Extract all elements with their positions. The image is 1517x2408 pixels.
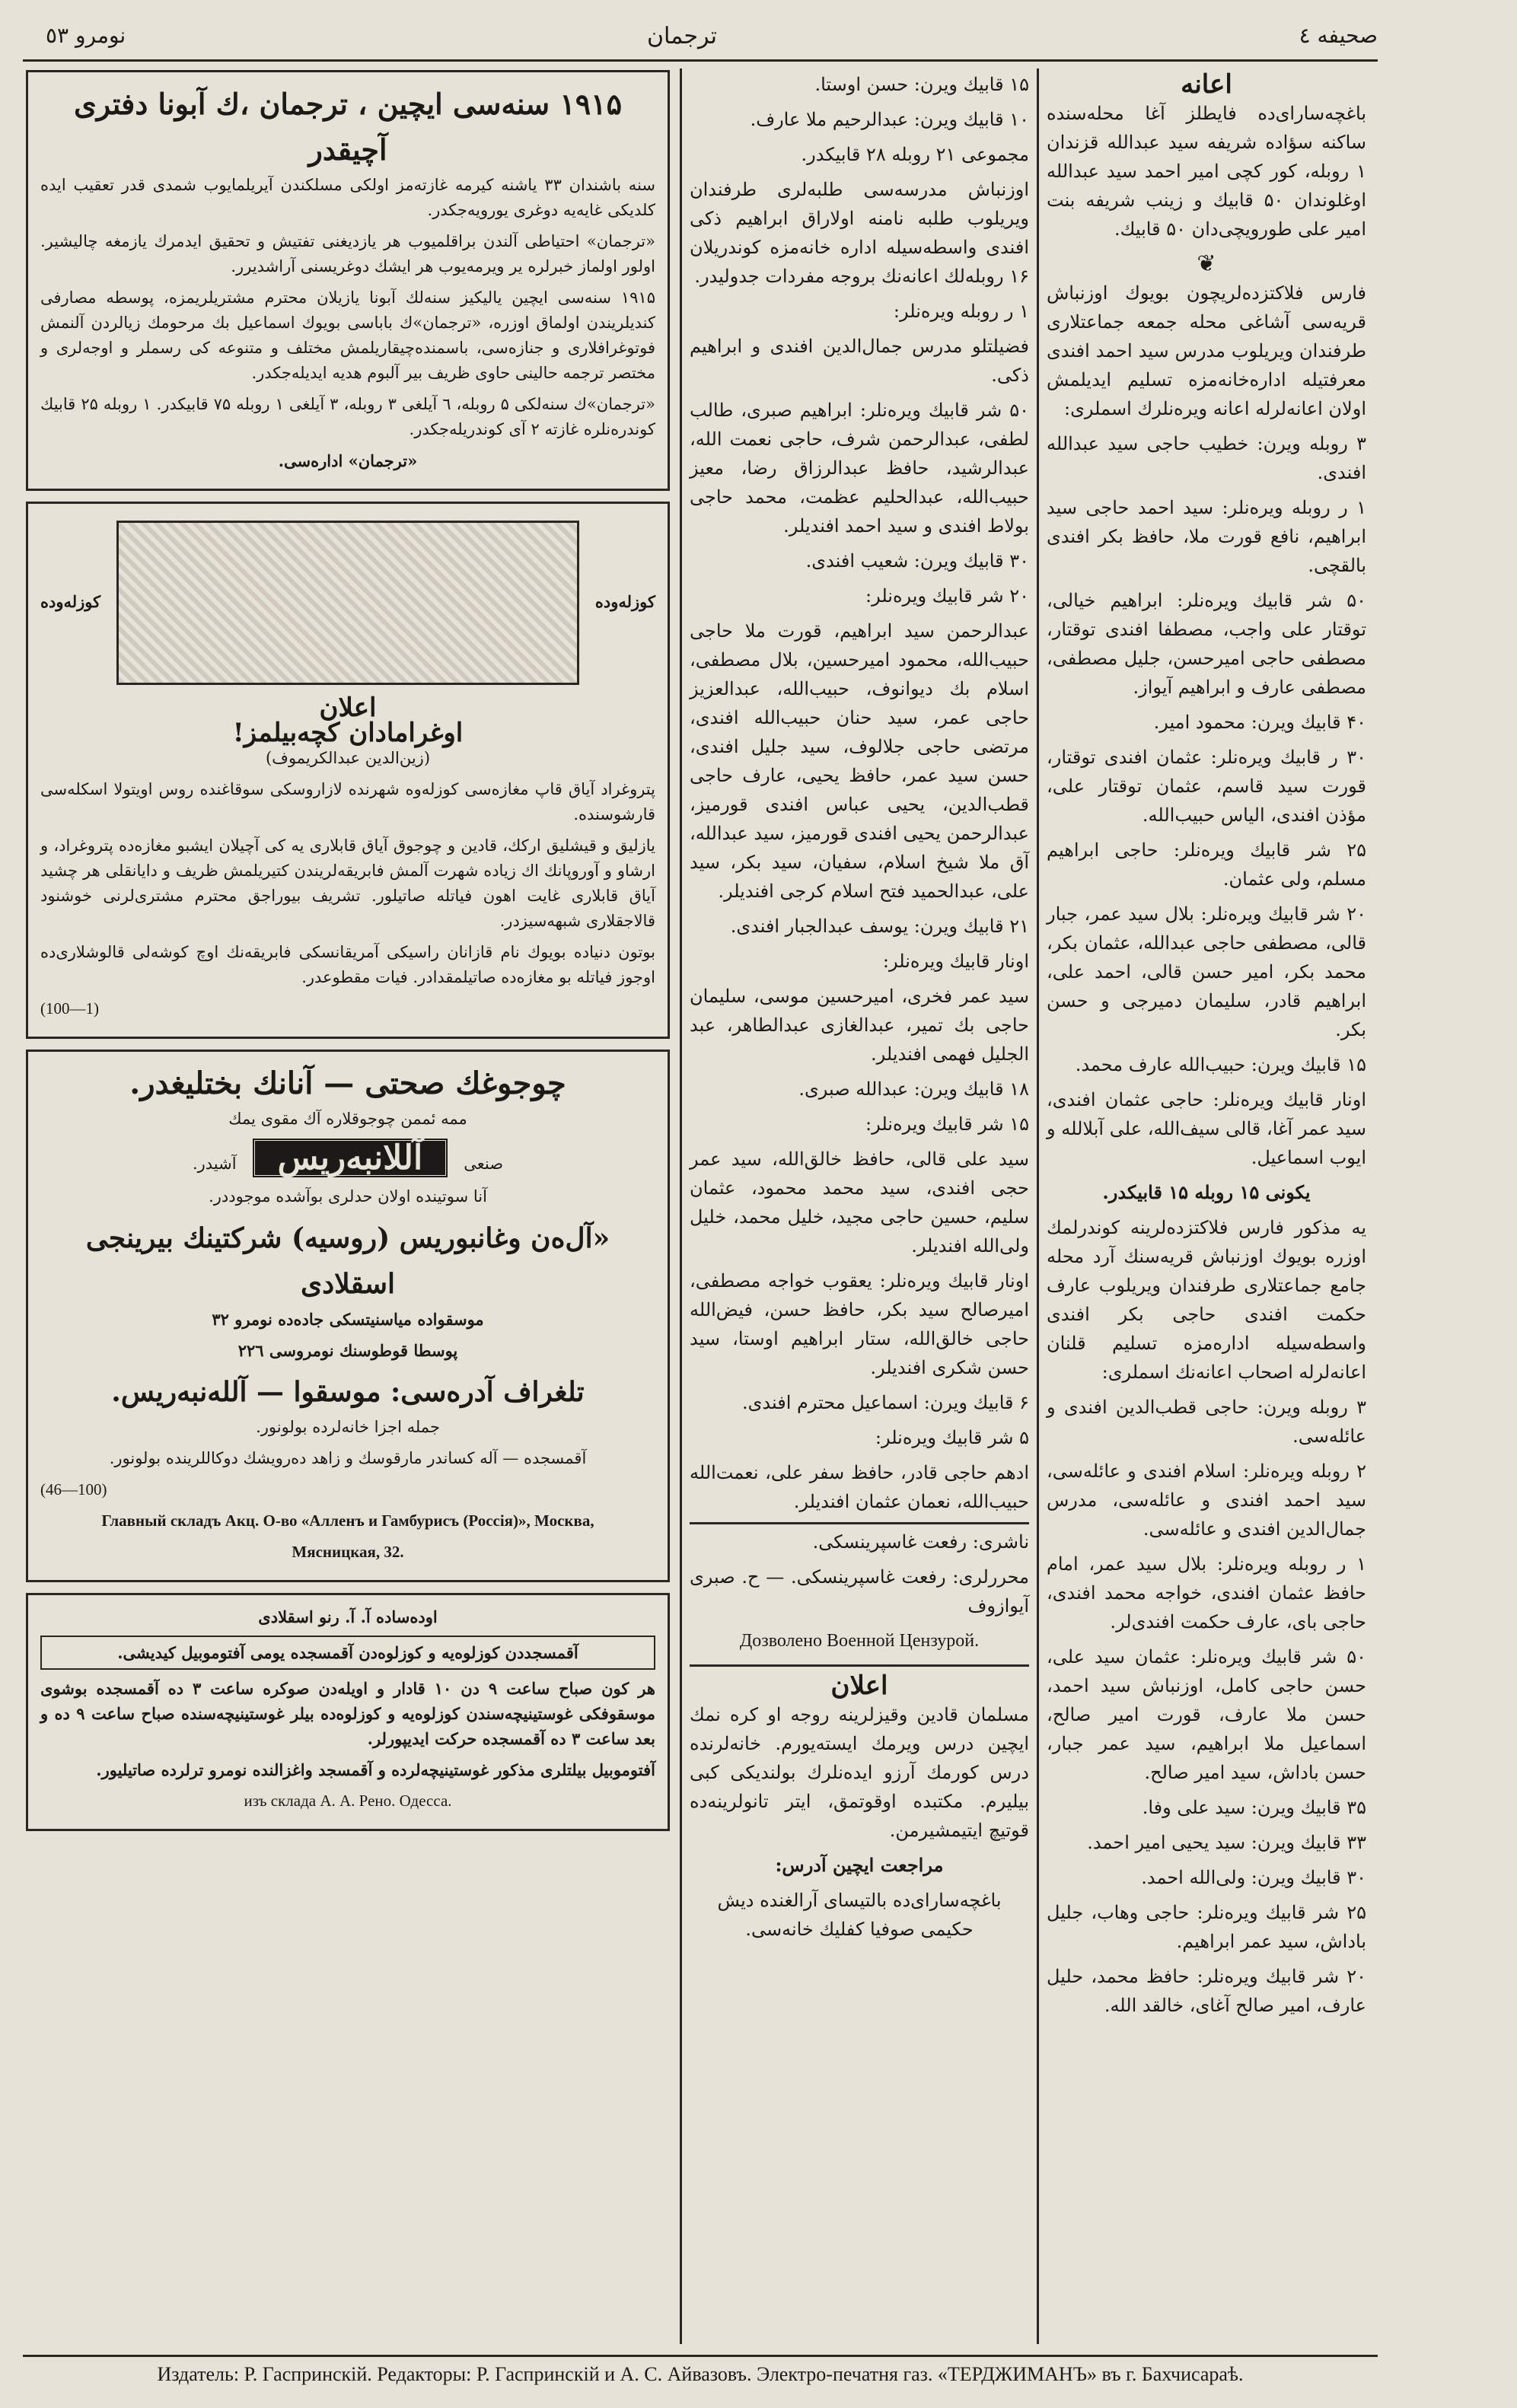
donation-line: ۵۰ شر قابیك ویره‌نلر: ابراهیم خیالی، توقتار علی واجب، مصطفا افندی توقتار، مصطفی حاجی امیرحسن، جلیل مصطفی، مصطفی عارف و ابراهیم آیواز. <box>1047 590 1366 698</box>
donation-line: ۳۰ قابیك ویرن: ولی‌الله احمد. <box>1141 1867 1366 1888</box>
donation-line: ۱۸ قابیك ویرن: عبدالله صبری. <box>798 1078 1029 1100</box>
donation-line: ۲۱ قابیك ویرن: یوسف عبدالجبار افندی. <box>730 916 1029 937</box>
donation-line: ۱۵ شر قابیك ویره‌نلر: <box>865 1113 1029 1135</box>
subscription-notice <box>26 70 670 491</box>
donation-line: عبدالرحمن سید ابراهیم، قورت ملا حاجی حبیب‌الله، محمود امیرحسین، بلال مصطفی، اسلام بك دیوانوف، حبیب‌الله، عبدالعزیز حاجی عمر، سید حنان حبیب‌الله افندی، مرتضی حاجی جلالوف، سید جلیل افندی، حسن سید عمر، حافظ یحیی، عارف حاجی قطب‌الدین، یحیی عباس افندی قورمیز، عبدالرحمن یحیی افندی قورمیز، سید عبدالله، آق ملا شیخ اسلام، سفیان، سید بکر، سید علی، عبدالحمید فتح اسلام کرجی افندیلر. <box>690 620 1029 902</box>
editor-1: رفعت غاسپرینسکی. <box>791 1566 946 1588</box>
donation-line: ۲۵ شر قابیك ویره‌نلر: حاجی ابراهیم مسلم، ولی عثمان. <box>1047 839 1366 890</box>
donation-line: ۲ روبله ویره‌نلر: اسلام افندی و عائله‌سی، سید احمد افندی و عائله‌سی، مدرس جمال‌الدین افندی و عائله‌سی. <box>1047 1460 1366 1540</box>
allenbury-sub: ممه ئممن چوجوقلاره آك مقوی یمك <box>228 1110 467 1128</box>
censor-note: Дозволено Военной Цензурой. <box>739 1631 980 1651</box>
allenbury-note-1: جمله اجزا خانه‌لرده بولونور. <box>256 1418 440 1436</box>
allenbury-address-2: پوسطا قوطوسنك نومروسی ۲۲٦ <box>237 1341 458 1360</box>
subscription-headline: ۱۹۱۵ سنه‌سی ایچین ، ترجمان ،‌ك آبونا دفتری آچیقدر <box>73 87 622 167</box>
shoe-ad-merchant: (زین‌الدین عبدالکریموف) <box>265 749 431 767</box>
allenbury-brand-row <box>40 1138 655 1178</box>
right-column <box>1047 70 1366 2026</box>
paragraph: «ترجمان»‌ك سنه‌لکی ۵ روبله، ٦ آیلغی ۳ روبله، ۳ آیلغی ۱ روبله ۷۵ قابیکدر. ۱ روبله ۲۵ قابیك کوندره‌نلره غازته ۲ آی کوندریله‌جکدر. <box>40 395 656 438</box>
subscription-body <box>40 173 655 442</box>
paragraph: پتروغراد آیاق قاپ مغازه‌سی کوزله‌وه شهرنده لازاروسکی سوقاغنده روس اویتولا اسکله‌سی قارشوسنده. <box>40 780 655 823</box>
donation-line: ۲۵ شر قابیك ویره‌نلر: حاجی وهاب، جلیل باداش، سید عمر ابراهیم. <box>1047 1902 1366 1952</box>
students-donations <box>690 175 1029 1516</box>
donation-line: ۱ ر روبله ویره‌نلر: بلال سید عمر، امام حافظ عثمان افندی، خواجه محمد افندی، حاجی بای، عارف حکمت افندی‌لر. <box>1047 1553 1366 1632</box>
shoe-store-ad <box>26 502 670 1039</box>
publisher-label: ناشری: <box>972 1531 1029 1553</box>
banner-city-left: کوزله‌وده <box>40 592 101 611</box>
middle-column <box>690 70 1029 1950</box>
brand-side-right: صنعی <box>464 1155 504 1173</box>
lesson-ad-address: باغچه‌سارای‌ده بالتیسای آرالغنده دیش حکیمی صوفیا کفلیك خانه‌سی. <box>717 1890 1002 1940</box>
ornament: ❦ <box>1197 250 1216 277</box>
column-rule <box>680 68 682 2344</box>
paragraph: سنه باشندان ۳۳ یاشنه کیرمه غازته‌مز اولکی مسلکندن آیریلمایوب شمدی قدر تعقیب ایده کلدیکی غایه‌یه دوغری یورویه‌جکدر. <box>40 176 655 219</box>
allenbury-russian-2: Мясницкая, 32. <box>292 1543 404 1561</box>
donation-line: ادهم حاجی قادر، حافظ سفر علی، نعمت‌الله حبیب‌الله، نعمان عثمان افندیلر. <box>690 1462 1029 1512</box>
donation-line: اونار قابیك ویره‌نلر: یعقوب خواجه مصطفی، امیرصالح سید بکر، حافظ حسن، فیض‌الله حاجی خالق‌الله، ستار ابراهیم اوستا، سید حسن شکری افندیلر. <box>690 1270 1029 1378</box>
donation-line: ۱۵ قابیك ویرن: حسن اوستا. <box>814 74 1029 95</box>
donations-section-2 <box>1047 279 1366 1172</box>
donations-total: یکونی ۱۵ روبله ۱۵ قابیکدر. <box>1102 1181 1311 1203</box>
auto-ad-russian: изъ склада А. А. Рено. Одесса. <box>244 1792 452 1810</box>
donation-line: سید عمر فخری، امیرحسین موسی، سلیمان حاجی بك تمیر، عبدالغازی عبدالطاهر، عبد الجلیل فهمی افندیلر. <box>690 986 1029 1065</box>
editor-2: ح. صبری آیوازوف <box>690 1566 1029 1616</box>
donation-line: ۱ ر روبله ویره‌نلر: سید احمد حاجی سید ابراهیم، نافع قورت ملا، حافظ بکر افندی بالقچی. <box>1047 497 1366 576</box>
paragraph: باغچه‌سارای‌ده فایطلز آغا محله‌سنده ساکنه سؤاده شریفه سید عبدالله قزندان ۱ روبله، کور کچی امیر احمد سید عبدالله اوغلوندان ۵۰ قابیك و زینب شریفه بنت امیر علی طورویچی‌دان ۵۰ قابیك. <box>1047 103 1366 240</box>
paragraph: بوتون دنیاده بویوك نام قازانان راسیکی آمریقانسکی فابریقه‌نك اوچ کوشه‌لی قالوشلاری‌ده اوجوز فیاتله بو مغازه‌ده صاتیلمقدادر. فیات مقطوعدر. <box>40 943 655 986</box>
imprint-footer: Издатель: Р. Гаспринскій. Редакторы: Р. Гаспринскій и А. С. Айвазовъ. Электро-печатня газ. «ТЕРДЖИМАНЪ» въ г. Бахчисараѣ. <box>23 2355 1378 2386</box>
allenbury-russian-1: Главный складъ Акц. О-во «Алленъ и Гамбурисъ (Россія)», Москва, <box>101 1511 594 1530</box>
banner-city-right: کوزله‌وده <box>594 592 655 611</box>
shoe-ad-body <box>40 777 655 990</box>
donation-line: ۱۵ قابیك ویرن: حبیب‌الله عارف محمد. <box>1075 1054 1366 1075</box>
donation-line: مجموعی ۲۱ روبله ۲۸ قابیکدر. <box>801 144 1029 165</box>
donations-continued <box>690 70 1029 169</box>
page-label: صحیفه ٤ <box>1299 23 1378 48</box>
paragraph: یازلیق و قیشلیق ارکك، قادین و چوجوق آیاق قابلاری یه کی آچیلان ایشبو مغازه‌ده پتروغراد، و ارشاو و آوروپانك اك زیاده شهرت آلمش فابریقه‌لریندن کتیریلمش ظریف و دایانقلی هر چشید آیاق قابلاری غایت اهون فیاتله صاتیلور. تشریف بیوراجق محترم مشتری‌لرنی خوشنود قالاجقلاری شبهه‌سیزدر. <box>40 836 655 930</box>
donation-line: ۱ ر روبله ویره‌نلر: <box>893 301 1029 322</box>
donation-line: ۱۰ قابیك ویرن: عبدالرحیم ملا عارف. <box>750 109 1029 130</box>
auto-ad-line-3: آفتوموبیل بیلتلری مذکور غوستینیچه‌لرده و آقمسجد واغزالنده نومرو ترلرده صاتیلیور. <box>96 1760 655 1779</box>
allenbury-address-1: موسقواده میاسنیتسکی جاده‌ده نومرو ۳۲ <box>212 1310 484 1329</box>
donation-line: یه مذکور فارس فلاکتزده‌لرینه کوندرلمك اوزره بویوك اوزنباش قریه‌سنك آرد محله جامع جماعتلاری طرفندان ویریلوب عارف حکمت افندی حاجی بکر افندی واسطه‌سیله اداره‌مزه تسلیم قلنان اعانه‌لرله اصحاب اعانه‌نك اسملری: <box>1047 1217 1366 1383</box>
donation-line: ۲۰ شر قابیك ویره‌نلر: حافظ محمد، حلیل عارف، امیر صالح آغای، خالقد الله. <box>1047 1966 1366 2016</box>
page-header <box>23 14 1378 62</box>
allenbury-ad <box>26 1050 670 1582</box>
publisher-name: رفعت غاسپرینسکی. <box>812 1531 967 1553</box>
lesson-ad-text <box>690 1700 1029 1845</box>
auto-ad-title: اوده‌ساده آ. آ. رنو اسقلادی <box>258 1607 438 1626</box>
donation-line: ۲۰ شر قابیك ویره‌نلر: بلال سید عمر، جبار قالی، مصطفی حاجی عبدالله، عثمان بکر، محمد بکر، امیر حسن قالی، احمد علی، ابراهیم قادر، سلیمان دمیرجی و حسن بکر. <box>1047 903 1366 1040</box>
left-column <box>26 70 670 1842</box>
brand-side-left: آشیدر. <box>192 1155 237 1173</box>
allenbury-ref: (46—100) <box>40 1480 107 1499</box>
donation-line: ۳۵ قابیك ویرن: سید علی وفا. <box>1142 1797 1366 1818</box>
donation-line: ۳۰ قابیك ویرن: شعیب افندی. <box>805 550 1029 572</box>
donation-line: ۶ قابیك ویرن: اسماعیل محترم افندی. <box>742 1392 1029 1413</box>
masthead-title: ترجمان <box>647 23 717 49</box>
donation-line: ۵۰ شر قابیك ویره‌نلر: عثمان سید علی، حسن حاجی کامل، اوزنباش سید احمد، حسن ملا عارف، قورت امیر صالح، اسماعیل ملا ابراهیم، سید عمر جبار، حسن باداش، سید امیر صالح. <box>1047 1646 1366 1783</box>
allenbury-headline: چوجوغك صحتی — آنانك بختلیغدر. <box>129 1065 566 1101</box>
allenbury-company: «آل‌ه‌ن وغانبوریس (روسیه) شرکتینك بیرینجی اسقلادی <box>85 1222 610 1300</box>
shoe-ad-ref: (100—1) <box>40 999 99 1018</box>
donation-line: اونار قابیك ویره‌نلر: حاجی عثمان افندی، سید عمر آغا، قالی سیف‌الله، علی آبلالله و ایوب اسماعیل. <box>1047 1089 1366 1168</box>
lesson-ad-title: اعلان <box>830 1671 888 1701</box>
donations-title: اعانه <box>1181 69 1232 100</box>
donation-line: سید علی قالی، حافظ خالق‌الله، سید عمر حجی افندی، سید محمد محمود، عثمان سلیم، حسین حاجی مجید، خلیل محمد، خلیل ولی‌الله افندیلر. <box>690 1148 1029 1257</box>
donation-line: اونار قابیك ویره‌نلر: <box>882 951 1029 972</box>
donation-line: ۴۰ قابیك ویرن: محمود امیر. <box>1153 712 1366 733</box>
donation-line: ۵۰ شر قابیك ویره‌نلر: ابراهیم صبری، طالب لطفی، عبدالرحمن شرف، حاجی نعمت الله، عبدالرشید، حافظ عبدالرزاق رضا، معیز حبیب‌الله، عبدالحلیم عظمت، محمد حاجی بولاط افندی و سید احمد افندیلر. <box>690 400 1029 537</box>
donation-line: ۳ روبله ویرن: حاجی قطب‌الدین افندی و عائله‌سی. <box>1047 1397 1366 1447</box>
shoe-ad-slogan: اوغرامادان کچه‌بیلمز! <box>232 718 464 748</box>
donation-line: ۳۳ قابیك ویرن: سید یحیی امیر احمد. <box>1087 1832 1366 1853</box>
lesson-ad-address-label: مراجعت ایچین آدرس: <box>775 1854 944 1876</box>
automobile-ad <box>26 1593 670 1831</box>
donation-line: فضیلتلو مدرس جمال‌الدین افندی و ابراهیم ذکی. <box>690 336 1029 386</box>
auto-ad-line-1: آقمسجددن کوزلوه‌یه و کوزلوه‌دن آقمسجده یومی آفتوموبیل کیدیشی. <box>40 1636 655 1670</box>
auto-ad-line-2: هر کون صباح ساعت ۹ دن ۱۰ قادار و اویله‌دن صوکره ساعت ۳ ده آقمسجده بوشوی موسقوفکی غوستینیچه‌سندن کوزلوه‌یه و کوزلوه‌ده بیلر غوستینیچه‌سنده صباح ساعت ۹ ده و بعد ساعت ۳ ده آقمسجده حرکت ایدیپورلر. <box>40 1679 655 1748</box>
shoes-illustration <box>116 521 579 685</box>
donations-intro <box>1047 99 1366 244</box>
allenbury-logo: آللانبه‌ریس <box>252 1138 449 1178</box>
column-rule <box>1037 68 1039 2344</box>
donation-line: اوزنباش مدرسه‌سی طلبه‌لری طرفندان ویریلوب طلبه نامنه اولاراق ابراهیم ذکی افندی واسطه‌سیله اداره خانه‌مزه کوندریلان ۱۶ روبله‌لك اعانه‌نك بروجه مفردات جدولیدر. <box>690 179 1029 287</box>
donation-line: ۳ روبله ویرن: خطیب حاجی سید عبدالله افندی. <box>1047 433 1366 483</box>
donation-line: ۲۰ شر قابیك ویره‌نلر: <box>865 585 1029 607</box>
donations-section-3 <box>1047 1213 1366 2020</box>
credits-box: ناشری: رفعت غاسپرینسکی. محررلری: رفعت غاسپرینسکی. — ح. صبری آیوازوف Дозволено Военной Цензурой. <box>690 1522 1029 1667</box>
editors-label: محررلری: <box>952 1566 1029 1588</box>
paragraph: مسلمان قادین وقیزلرینه روجه او کره نمك ایچین درس ویرمك ایسته‌یورم. خانه‌لرنده درس کورمك آرزو ایده‌نلرك بولندیکی کبی بیلیرم. مکتبده اوقوتمق، ایتر تانولرینه‌ده قوتیچ ایتیمشیرمن. <box>690 1704 1029 1841</box>
donation-line: ۳۰ ر قابیك ویره‌نلر: عثمان افندی توقتار، قورت سید قاسم، عثمان توقتار علی، مؤذن افندی، الیاس حبیب‌الله. <box>1047 747 1366 826</box>
paragraph: «ترجمان» احتیاطی آلندن براقلمیوب هر یازدیغنی تفتیش و تحقیق ایدمرك یازمغه چالیشیر. اولور اولماز خبرلره یر ویرمه‌یوب هر ایشك دوغریسنی آراشدیرر. <box>40 232 655 276</box>
subscription-signature: «ترجمان» اداره‌سی. <box>278 451 418 470</box>
shoe-ad-title: اعلان <box>319 693 377 723</box>
donation-line: ۵ شر قابیك ویره‌نلر: <box>875 1427 1029 1448</box>
issue-number: نومرو ٥٣ <box>46 23 126 48</box>
shoe-banner <box>40 521 655 696</box>
donation-line: فارس فلاکتزده‌لریچون بویوك اوزنباش قریه‌سی آشاغی محله جمعه جماعتلاری طرفندان ویریلوب مدرس سید احمد افندی معرفتیله اداره‌خانه‌مزه تسلیم ایدیلمش اولان اعانه‌لرله اعانه ویره‌نلرك اسملری: <box>1047 282 1366 419</box>
allenbury-note-2: آقمسجده — آله کساندر مارقوسك و زاهد دەرویشك دوکاللرینده بولونور. <box>109 1449 587 1467</box>
allenbury-sub2: آنا سوتینده اولان حدلری بوآشده موجوددر. <box>209 1187 487 1206</box>
allenbury-telegraph: تلغراف آدره‌سی: موسقوا — آلله‌نبه‌ریس. <box>111 1376 585 1408</box>
paragraph: ۱۹۱۵ سنه‌سی ایچین یالیکیز سنه‌لك آبونا یازیلان محترم مشتریلریمزه، پوسطه مصارفی کندیلریندن اولماق اوزره، «ترجمان»‌ك باباسی بویوك اسماعیل بك مرحومك زیالردن آلنمش فوتوغرافلاری و جنازه‌سی، باسمنده‌چیقاریلمش مختلف و متنوعه کی رسملر و اوجه‌لری و مختصر ترجمه حالینی حاوی ظریف بیر آلبوم هدیه ایدیله‌جکدر. <box>40 288 655 382</box>
